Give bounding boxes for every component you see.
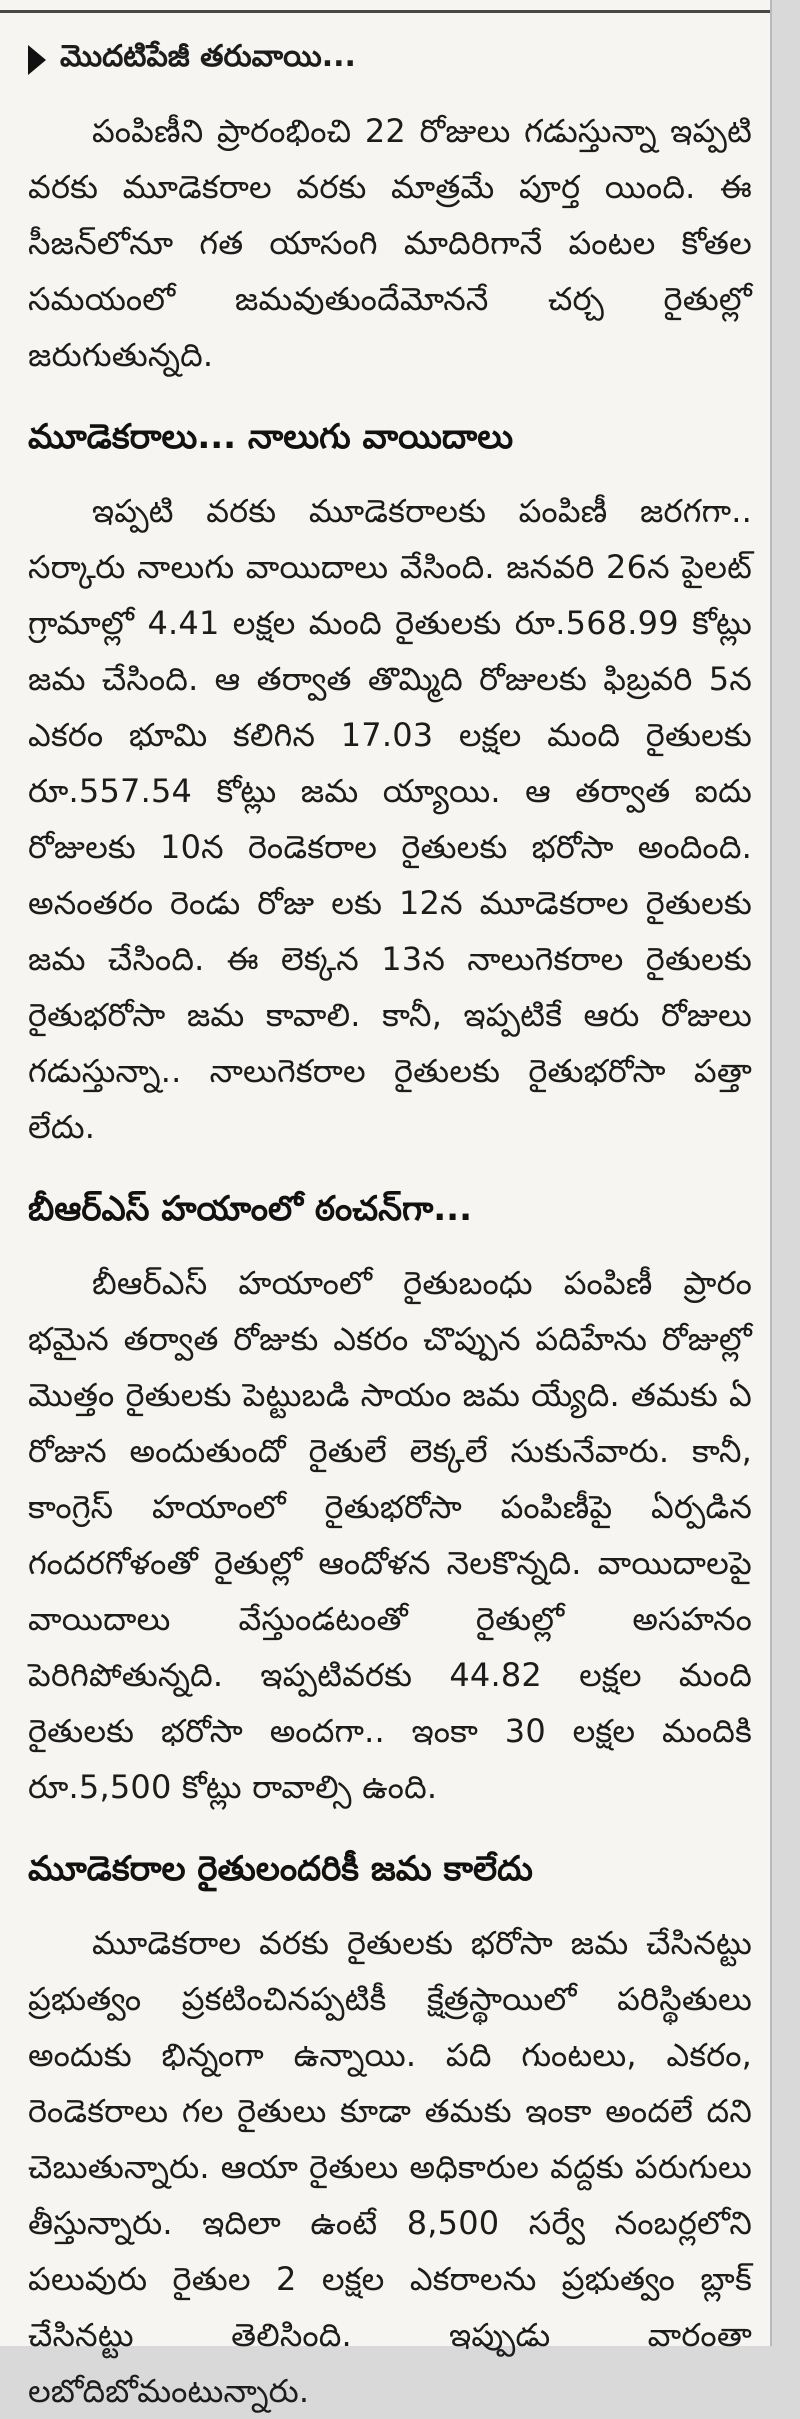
continuation-kicker: [28, 39, 752, 81]
triangle-arrow-icon: [28, 45, 46, 75]
subheading-not-credited: మూడెకరాల రైతులందరికీ జమ కాలేదు: [28, 1849, 533, 1889]
paragraph-brs-era: బీఆర్ఎస్ హయాంలో రైతుబంధు పంపిణీ ప్రారం భమైన తర్వాత రోజుకు ఎకరం చొప్పున పదిహేను రోజుల్లో మొత్తం రైతులకు పెట్టుబడి సాయం జమ య్యేది. తమకు ఏ రోజున అందుతుందో రైతులే లెక్కలే సుకునేవారు. కానీ, కాంగ్రెస్ హయాంలో రైతుభరోసా పంపిణీపై ఏర్పడిన గందరగోళంతో రైతుల్లో ఆందోళన నెలకొన్నది. వాయిదాలపై వాయిదాలు వేస్తుండటంతో రైతుల్లో అసహనం పెరిగిపోతున్నది. ఇప్పటివరకు 44.82 లక్షల మంది రైతులకు భరోసా అందగా.. ఇంకా 30 లక్షల మందికి రూ.5,500 కోట్లు రావాల్సి ఉంది.: [28, 1264, 752, 1806]
kicker-text: మొదటిపేజీ తరువాయి...: [60, 39, 356, 74]
subheading-installments: మూడెకరాలు... నాలుగు వాయిదాలు: [28, 417, 514, 457]
paragraph-installments: ఇప్పటి వరకు మూడెకరాలకు పంపిణీ జరగగా.. సర్కారు నాలుగు వాయిదాలు వేసింది. జనవరి 26న పైలట్ గ్రామాల్లో 4.41 లక్షల మంది రైతులకు రూ.568.99 కోట్లు జమ చేసింది. ఆ తర్వాత తొమ్మిది రోజులకు ఫిబ్రవరి 5న ఎకరం భూమి కలిగిన 17.03 లక్షల మంది రైతులకు రూ.557.54 కోట్లు జమ య్యాయి. ఆ తర్వాత ఐదు రోజులకు 10న రెండెకరాల రైతులకు భరోసా అందింది. అనంతరం రెండు రోజు లకు 12న మూడెకరాల రైతులకు జమ చేసింది. ఈ లెక్కన 13న నాలుగెకరాల రైతులకు రైతుభరోసా జమ కావాలి. కానీ, ఇప్పటికే ఆరు రోజులు గడుస్తున్నా.. నాలుగెకరాల రైతులకు రైతుభరోసా పత్తా లేదు.: [28, 492, 752, 1146]
subheading-brs-era: బీఆర్ఎస్ హయాంలో ఠంచన్‌గా...: [28, 1189, 473, 1229]
intro-paragraph: పంపిణీని ప్రారంభించి 22 రోజులు గడుస్తున్నా ఇప్పటి వరకు మూడెకరాల వరకు మాత్రమే పూర్త యింది. ఈ సీజన్‌లోనూ గత యాసంగి మాదిరిగానే పంటల కోతల సమయంలో జమవుతుందేమోననే చర్చ రైతుల్లో జరుగుతున్నది.: [28, 112, 752, 374]
cropped-headline-edge: [0, 0, 772, 13]
paragraph-not-credited: మూడెకరాల వరకు రైతులకు భరోసా జమ చేసినట్టు ప్రభుత్వం ప్రకటించినప్పటికీ క్షేత్రస్థాయిలో పరిస్థితులు అందుకు భిన్నంగా ఉన్నాయి. పది గుంటలు, ఎకరం, రెండెకరాలు గల రైతులు కూడా తమకు ఇంకా అందలే దని చెబుతున్నారు. ఆయా రైతులు అధికారుల వద్దకు పరుగులు తీస్తున్నారు. ఇదిలా ఉంటే 8,500 సర్వే నంబర్లలోని పలువురు రైతుల 2 లక్షల ఎకరాలను ప్రభుత్వం బ్లాక్ చేసినట్టు తెలిసింది. ఇప్పుడు వారంతా లబోదిబోమంటున్నారు.: [28, 1924, 752, 2410]
